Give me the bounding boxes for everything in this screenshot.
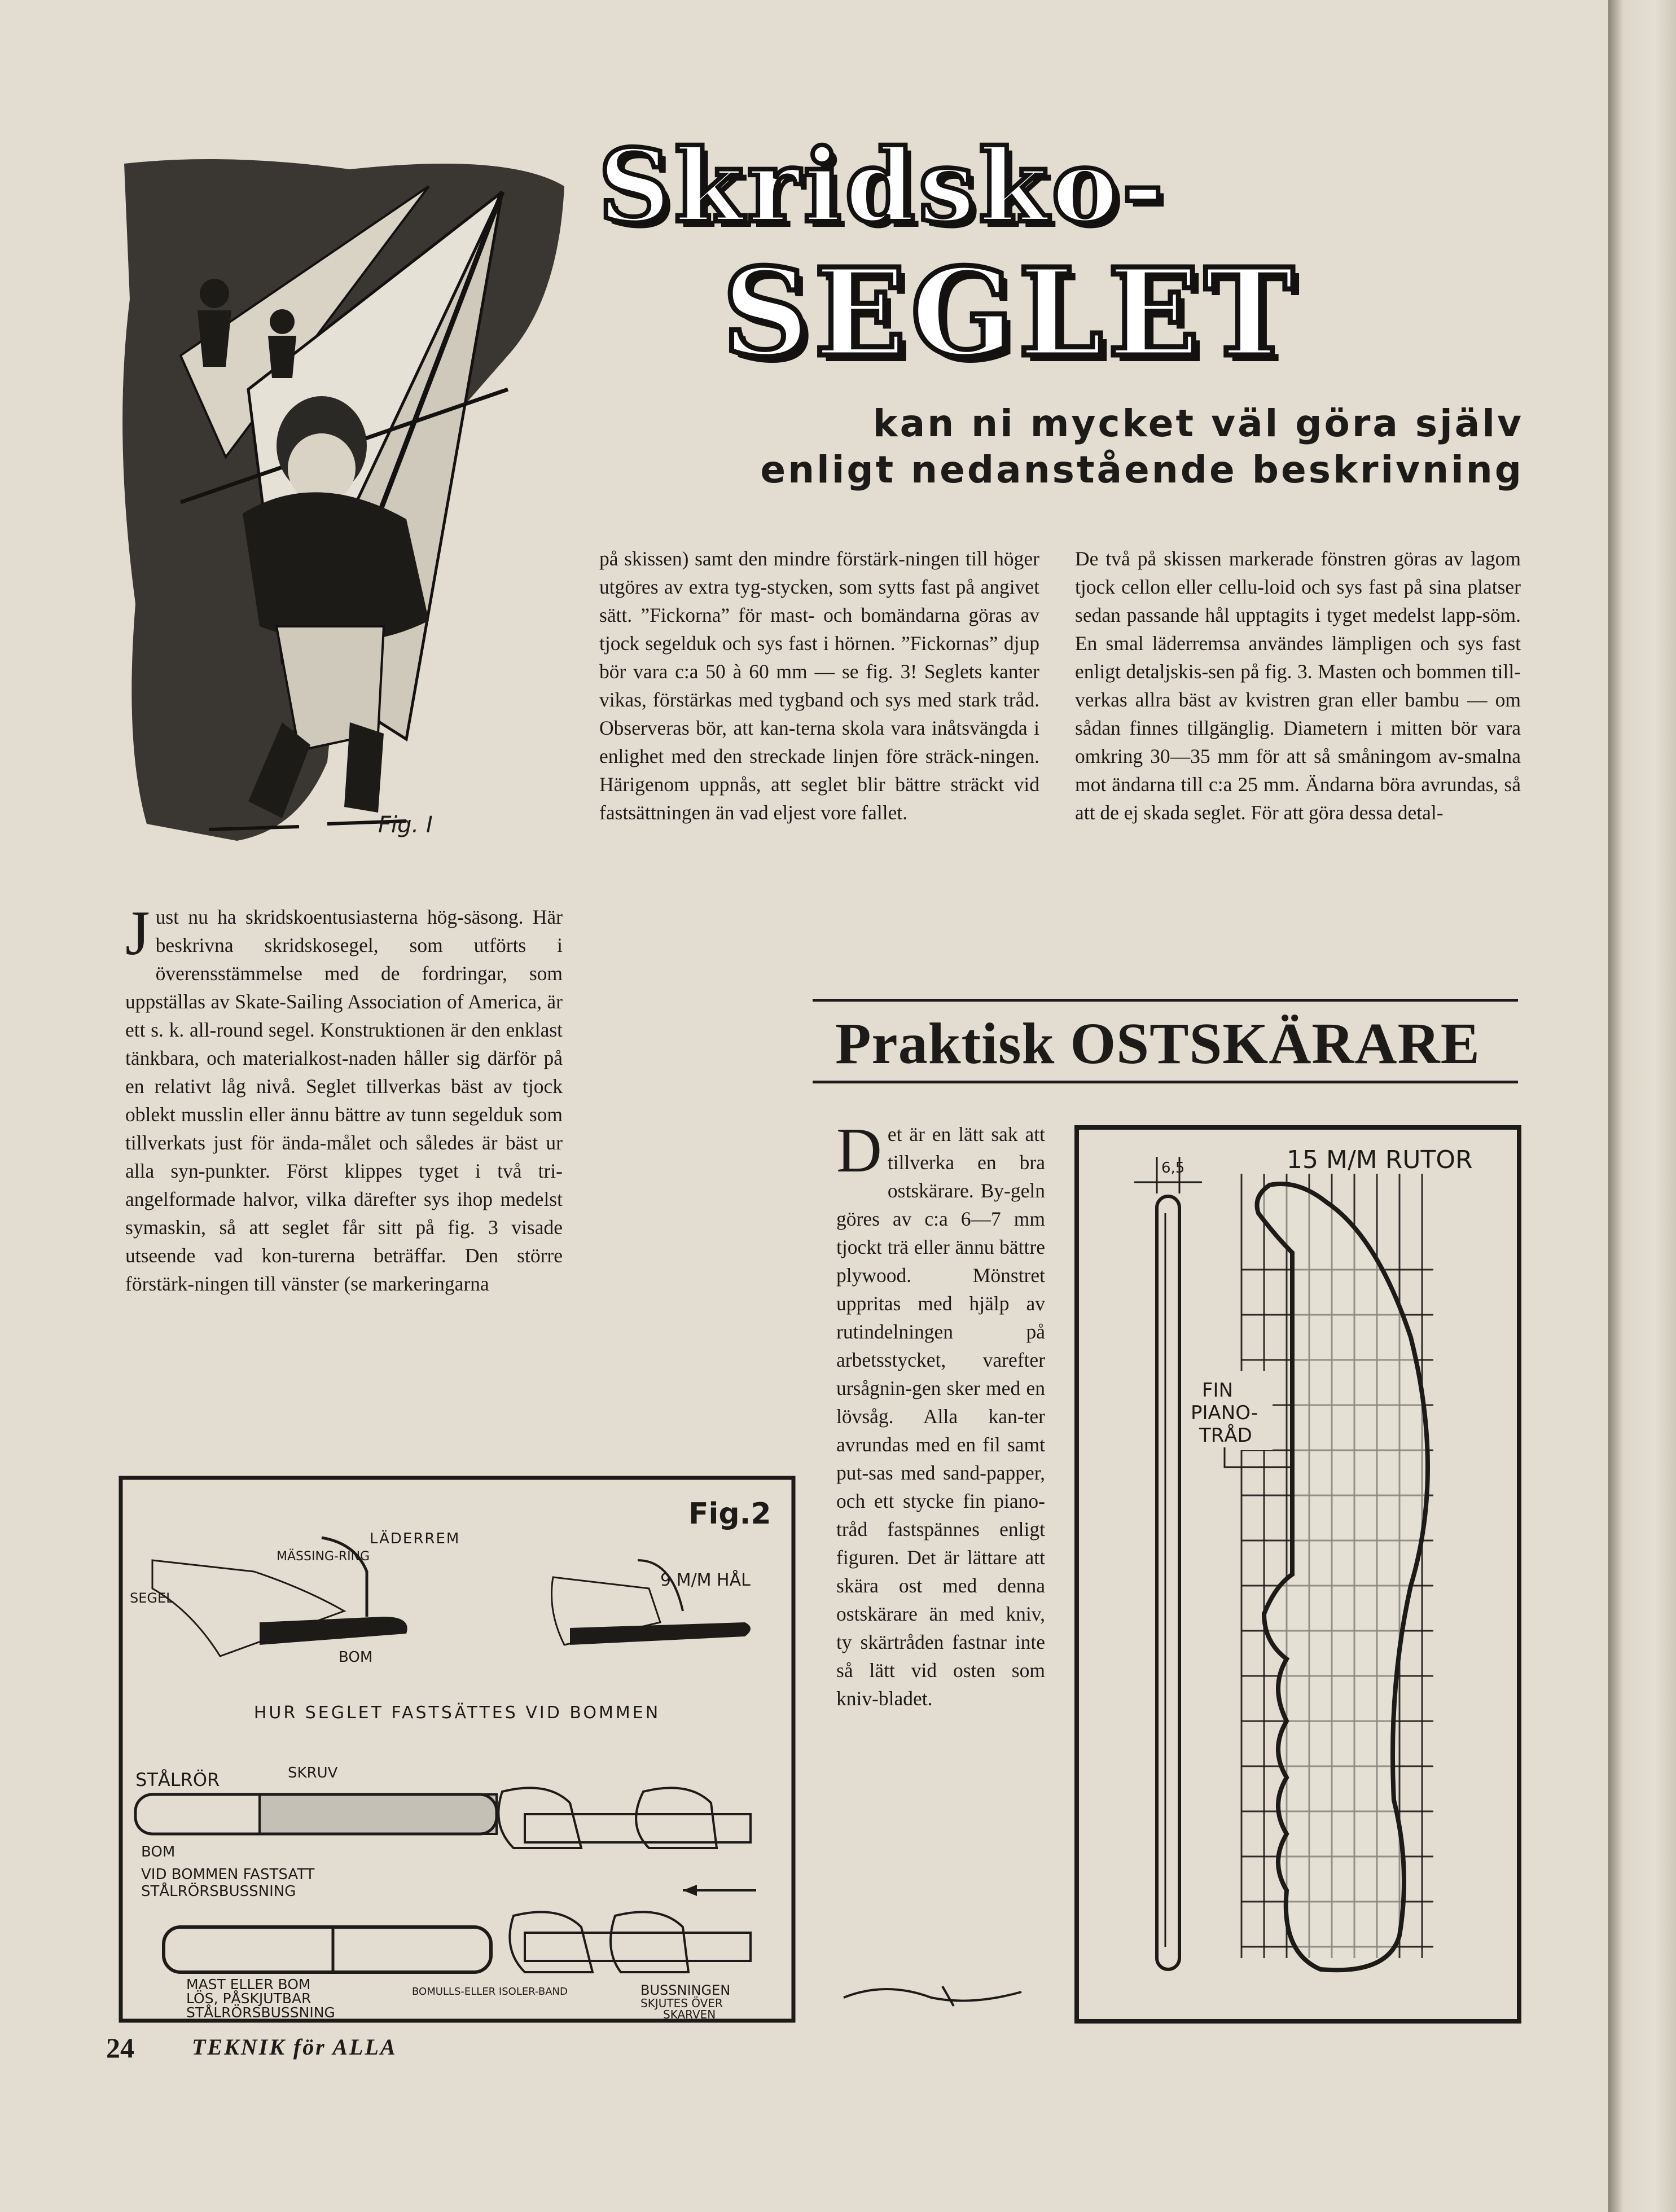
column-2-text: på skissen) samt den mindre förstärk-ningen till höger utgöres av extra tyg-stycken, som sytts fast på angivet sätt. ”Fickorna” för mast- och bomändarna göras av tjock segelduk och sys fast i hörnen. ”Fickornas” djup bör vara c:a 50 à 60 mm — se fig. 3! Seglets kanter vikas, förstärkas med tygband och sys med stark tråd. Observeras bör, att kan-terna skola vara inåtsvängda i enlighet med den streckade linjen före sträck-ningen. Härigenom uppnås, att seglet blir bättre sträckt vid fastsättningen än vad eljest vore fallet. — [599, 547, 1039, 824]
column-1-text: ust nu ha skridskoentusiasterna hög-säsong. Här beskrivna skridskosegel, som utförts i överensstämmelse med de fordringar, som uppställas av Skate-Sailing Association of America, är ett s. k. all-round segel. Konstruktionen är den enklast tänkbara, och materialkost-naden håller sig därför på en relativt låg nivå. Seglet tillverkas bäst av tjock oblekt musslin eller ännu bättre av tunn segelduk som tillverkats just för ända-målet och således är bäst ur alla syn-punkter. Först klippes tyget i två tri-angelformade halvor, vilka därefter sys ihop medelst symaskin, så att seglet får sitt på fig. 3 visade utseende vad kon-turerna beträffar. Den större förstärk-ningen till vänster (se markeringarna — [125, 906, 563, 1295]
fin-label-1: FIN — [1202, 1379, 1234, 1402]
caption-2b: STÅLRÖRSBUSSNING — [141, 1883, 296, 1900]
label-bussning-1: BUSSNINGEN — [640, 1982, 731, 1998]
caption-1: HUR SEGLET FASTSÄTTES VID BOMMEN — [253, 1703, 661, 1723]
fig2-diagram — [119, 1476, 796, 2023]
page-number: 24 — [106, 2032, 134, 2064]
dropcap-d: D — [836, 1116, 882, 1186]
fin-label-3: TRÅD — [1199, 1424, 1252, 1447]
signature-mark — [841, 1975, 1027, 2009]
page-edge — [1608, 0, 1676, 2212]
box-bottom-rule — [813, 1081, 1518, 1083]
dropcap-j: J — [125, 898, 150, 968]
fig2-title: Fig.2 — [688, 1497, 771, 1531]
label-bom: BOM — [339, 1649, 373, 1666]
article-title-line1: Skridsko- — [598, 127, 1167, 245]
label-bom-2: BOM — [141, 1844, 176, 1860]
subtitle-line2: enligt nedanstående beskrivning — [760, 448, 1524, 491]
slicer-handle-outline — [1257, 1184, 1428, 1970]
label-skruv: SKRUV — [288, 1765, 338, 1781]
label-massingring: MÄSSING-RING — [277, 1550, 370, 1564]
rutor-label: 15 M/M RUTOR — [1287, 1146, 1473, 1174]
label-hal: 9 M/M HÅL — [660, 1570, 751, 1590]
article-column-2 — [599, 545, 1039, 827]
label-mast-1: MAST ELLER BOM — [186, 1976, 311, 1992]
magazine-name: TEKNIK för ALLA — [192, 2034, 397, 2060]
article-subtitle — [722, 401, 1524, 493]
fin-label-2: PIANO- — [1191, 1402, 1258, 1424]
label-mast-2: LÖS, PÅSKJUTBAR — [186, 1990, 311, 2007]
slicer-side-view — [1157, 1196, 1179, 1969]
label-stalror: STÅLRÖR — [135, 1769, 220, 1790]
label-mast-3: STÅLRÖRSBUSSNING — [186, 2004, 335, 2021]
article-column-3 — [1075, 545, 1521, 827]
label-bussning-3: SKARVEN — [663, 2008, 716, 2021]
caption-2a: VID BOMMEN FASTSATT — [141, 1866, 315, 1883]
ostskarare-text: et är en lätt sak att tillverka en bra ostskärare. By-geln göres av c:a 6—7 mm tjockt trä eller ännu bättre plywood. Mönstret uppritas med hjälp av rutindelningen på arbetsstycket, varefter ursågnin-gen sker med en lövsåg. Alla kan-ter avrundas med en fil samt put-sas med sand-papper, och ett stycke fin piano-tråd fastspännes enligt figuren. Det är lättare att skära ost med denna ostskärare än med kniv, ty skärtråden fastnar inte så lätt vid osten som kniv-bladet. — [836, 1123, 1045, 1710]
label-bomull: BOMULLS-ELLER ISOLER-BAND — [412, 1986, 568, 1998]
ostskarare-text-block — [836, 1116, 1045, 1713]
cheese-slicer-figure — [1072, 1123, 1524, 2026]
article-title-line2: SEGLET — [722, 242, 1299, 384]
dimension-label: 6,5 — [1161, 1160, 1185, 1177]
label-bussning-2: SKJUTES ÖVER — [640, 1996, 723, 2010]
skate-sailor-illustration — [113, 152, 570, 852]
column-3-text: De två på skissen markerade fönstren göras av lagom tjock cellon eller cellu-loid och sys fast på sina platser sedan passande hål upptagits i tyget medelst lapp-söm. En smal läderremsa användes lämpligen och sys fast enligt detaljskis-sen på fig. 3. Masten och bommen till-verkas allra bäst av kvistren gran eller bambu — om sådan finnes tillgänglig. Diametern i mitten bör vara omkring 30—35 mm för att så småningom av-smalna mot ändarna till c:a 25 mm. Ändarna böra avrundas, så att de ej skada seglet. För att göra dessa detal- — [1075, 547, 1521, 824]
article-column-1 — [125, 898, 563, 1298]
box-top-rule — [813, 999, 1518, 1002]
ostskarare-title: Praktisk OSTSKÄRARE — [835, 1011, 1480, 1076]
label-segel: SEGEL — [130, 1590, 174, 1606]
subtitle-line1: kan ni mycket väl göra själv — [872, 402, 1524, 445]
fig1-label: Fig. I — [378, 812, 433, 838]
label-laderrem: LÄDERREM — [370, 1530, 460, 1547]
fig2-frame — [121, 1478, 793, 2021]
